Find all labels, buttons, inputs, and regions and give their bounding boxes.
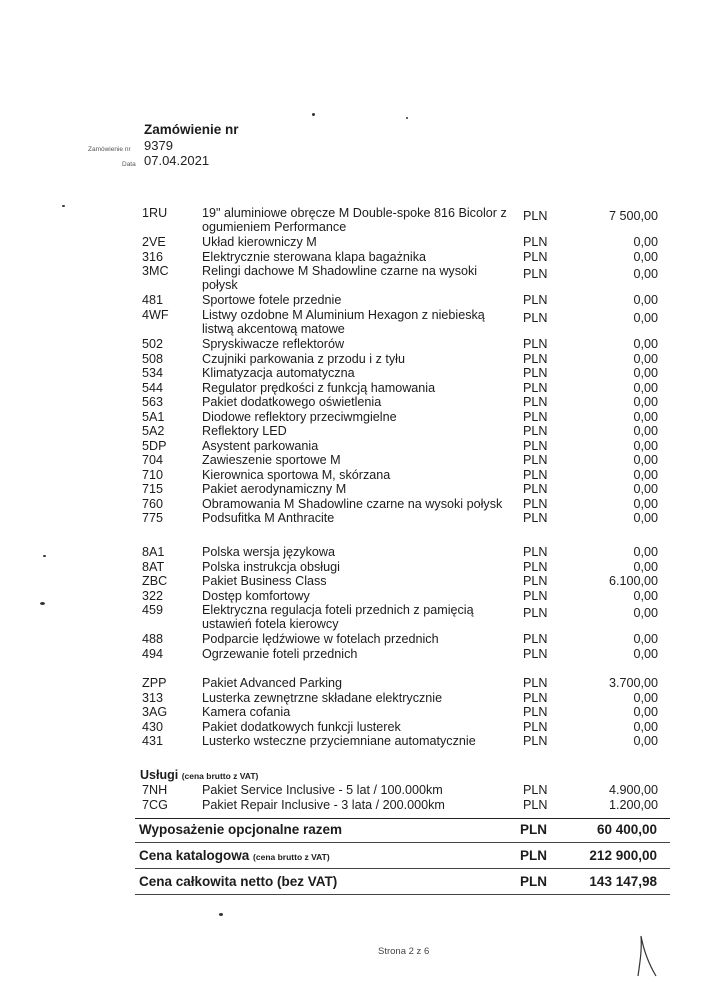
order-date: 07.04.2021 (144, 153, 210, 168)
scan-speck (40, 602, 45, 605)
item-amount: 0,00 (633, 606, 658, 620)
services-note: (cena brutto z VAT) (181, 771, 259, 781)
item-currency: PLN (523, 497, 548, 511)
item-amount: 0,00 (633, 410, 658, 424)
item-amount: 0,00 (633, 691, 658, 705)
total-options-amount: 60 400,00 (596, 822, 657, 837)
item-code: 8AT (142, 560, 165, 574)
item-desc: Polska instrukcja obsługi (202, 560, 340, 574)
item-desc: Podparcie lędźwiowe w fotelach przednich (202, 632, 439, 646)
item-code: 760 (142, 497, 164, 511)
item-currency: PLN (523, 560, 548, 574)
item-code: 459 (142, 603, 164, 617)
item-currency: PLN (523, 606, 548, 620)
item-amount: 0,00 (633, 250, 658, 264)
service-desc: Pakiet Service Inclusive - 5 lat / 100.000km (202, 783, 443, 797)
item-amount: 0,00 (633, 632, 658, 646)
item-currency: PLN (523, 676, 548, 690)
item-code: 430 (142, 720, 164, 734)
item-desc: Dostęp komfortowy (202, 589, 310, 603)
item-amount: 0,00 (633, 734, 658, 748)
item-currency: PLN (523, 589, 548, 603)
item-amount: 0,00 (633, 705, 658, 719)
item-amount: 0,00 (633, 560, 658, 574)
item-code: 710 (142, 468, 164, 482)
service-currency: PLN (523, 783, 548, 797)
item-desc: Elektryczna regulacja foteli przednich z pamięcią ustawień fotela kierowcy (202, 603, 474, 632)
catalog-price-currency: PLN (520, 848, 547, 863)
item-code: 481 (142, 293, 164, 307)
item-amount: 0,00 (633, 720, 658, 734)
item-code: 8A1 (142, 545, 165, 559)
item-amount: 0,00 (633, 424, 658, 438)
page-number: Strona 2 z 6 (378, 946, 430, 957)
total-options-label: Wyposażenie opcjonalne razem (139, 822, 343, 837)
item-currency: PLN (523, 545, 548, 559)
item-code: 5DP (142, 439, 167, 453)
item-currency: PLN (523, 381, 548, 395)
item-currency: PLN (523, 424, 548, 438)
item-desc: Elektrycznie sterowana klapa bagażnika (202, 250, 427, 264)
item-code: 313 (142, 691, 164, 705)
item-amount: 0,00 (633, 647, 658, 661)
item-code: 715 (142, 482, 164, 496)
item-currency: PLN (523, 453, 548, 467)
item-currency: PLN (523, 209, 548, 223)
service-currency: PLN (523, 798, 548, 812)
item-code: 704 (142, 453, 164, 467)
item-desc: Sportowe fotele przednie (202, 293, 342, 307)
service-amount: 1.200,00 (608, 798, 658, 812)
item-currency: PLN (523, 705, 548, 719)
item-code: 508 (142, 352, 164, 366)
item-currency: PLN (523, 366, 548, 380)
order-number-label: Zamówienie nr (88, 146, 131, 153)
item-currency: PLN (523, 574, 548, 588)
item-currency: PLN (523, 395, 548, 409)
item-desc: Pakiet Business Class (202, 574, 327, 588)
item-code: ZBC (142, 574, 168, 588)
item-code: 544 (142, 381, 164, 395)
item-code: 3AG (142, 705, 168, 719)
item-code: 534 (142, 366, 164, 380)
item-currency: PLN (523, 267, 548, 281)
item-desc: Klimatyzacja automatyczna (202, 366, 355, 380)
item-code: 431 (142, 734, 164, 748)
item-amount: 0,00 (633, 293, 658, 307)
item-currency: PLN (523, 293, 548, 307)
scan-speck (43, 555, 46, 557)
item-desc: Ogrzewanie foteli przednich (202, 647, 358, 661)
item-currency: PLN (523, 734, 548, 748)
item-code: 5A2 (142, 424, 165, 438)
item-currency: PLN (523, 352, 548, 366)
item-amount: 0,00 (633, 453, 658, 467)
net-price-amount: 143 147,98 (589, 874, 657, 889)
order-number: 9379 (144, 138, 173, 153)
item-desc: Czujniki parkowania z przodu i z tyłu (202, 352, 405, 366)
item-desc: 19" aluminiowe obręcze M Double-spoke 816 Bicolor z ogumieniem Performance (202, 206, 507, 235)
item-amount: 0,00 (633, 381, 658, 395)
item-amount: 0,00 (633, 267, 658, 281)
item-code: ZPP (142, 676, 167, 690)
net-price-label: Cena całkowita netto (bez VAT) (139, 874, 338, 889)
item-currency: PLN (523, 410, 548, 424)
item-currency: PLN (523, 482, 548, 496)
item-currency: PLN (523, 439, 548, 453)
item-currency: PLN (523, 691, 548, 705)
item-code: 3MC (142, 264, 169, 278)
scan-speck (406, 117, 408, 119)
item-currency: PLN (523, 235, 548, 249)
item-desc: Pakiet aerodynamiczny M (202, 482, 347, 496)
item-currency: PLN (523, 511, 548, 525)
net-price-currency: PLN (520, 874, 547, 889)
item-amount: 0,00 (633, 497, 658, 511)
item-currency: PLN (523, 468, 548, 482)
catalog-price-label: Cena katalogowa (139, 848, 250, 863)
item-amount: 0,00 (633, 511, 658, 525)
scan-speck (62, 205, 65, 207)
date-label: Data (122, 161, 136, 168)
item-desc: Pakiet dodatkowych funkcji lusterek (202, 720, 401, 734)
item-desc: Pakiet dodatkowego oświetlenia (202, 395, 382, 409)
item-code: 502 (142, 337, 164, 351)
item-desc: Podsufitka M Anthracite (202, 511, 335, 525)
item-amount: 0,00 (633, 311, 658, 325)
item-desc: Obramowania M Shadowline czarne na wysoki połysk (202, 497, 503, 511)
item-amount: 0,00 (633, 468, 658, 482)
item-code: 488 (142, 632, 164, 646)
divider-rule (135, 894, 670, 895)
service-desc: Pakiet Repair Inclusive - 3 lata / 200.000km (202, 798, 445, 812)
item-currency: PLN (523, 250, 548, 264)
catalog-price-label-group (139, 848, 330, 863)
item-desc: Relingi dachowe M Shadowline czarne na wysoki połysk (202, 264, 478, 293)
item-desc: Kierownica sportowa M, skórzana (202, 468, 391, 482)
item-amount: 0,00 (633, 545, 658, 559)
item-currency: PLN (523, 647, 548, 661)
item-currency: PLN (523, 337, 548, 351)
services-title: Usługi (140, 768, 179, 782)
scan-speck (312, 113, 315, 116)
item-amount: 0,00 (633, 337, 658, 351)
item-amount: 0,00 (633, 235, 658, 249)
item-desc: Spryskiwacze reflektorów (202, 337, 345, 351)
item-amount: 7 500,00 (608, 209, 658, 223)
item-currency: PLN (523, 632, 548, 646)
item-code: 494 (142, 647, 164, 661)
item-desc: Asystent parkowania (202, 439, 319, 453)
item-desc: Regulator prędkości z funkcją hamowania (202, 381, 436, 395)
item-currency: PLN (523, 311, 548, 325)
service-code: 7CG (142, 798, 168, 812)
scan-speck (219, 913, 223, 916)
item-code: 775 (142, 511, 164, 525)
item-amount: 0,00 (633, 366, 658, 380)
order-title: Zamówienie nr (144, 122, 239, 137)
service-code: 7NH (142, 783, 168, 797)
item-desc: Diodowe reflektory przeciwmgielne (202, 410, 397, 424)
item-code: 563 (142, 395, 164, 409)
signature-mark (628, 932, 662, 980)
item-code: 316 (142, 250, 164, 264)
catalog-price-note: (cena brutto z VAT) (253, 852, 330, 862)
divider-rule (135, 868, 670, 869)
item-currency: PLN (523, 720, 548, 734)
divider-rule (135, 818, 670, 819)
service-amount: 4.900,00 (608, 783, 658, 797)
item-amount: 6.100,00 (608, 574, 658, 588)
item-desc: Lusterko wsteczne przyciemniane automatycznie (202, 734, 476, 748)
item-amount: 3.700,00 (608, 676, 658, 690)
item-amount: 0,00 (633, 482, 658, 496)
divider-rule (135, 842, 670, 843)
total-options-currency: PLN (520, 822, 547, 837)
item-amount: 0,00 (633, 352, 658, 366)
item-amount: 0,00 (633, 395, 658, 409)
item-desc: Lusterka zewnętrzne składane elektrycznie (202, 691, 443, 705)
item-code: 1RU (142, 206, 168, 220)
catalog-price-amount: 212 900,00 (589, 848, 657, 863)
item-desc: Listwy ozdobne M Aluminium Hexagon z niebieską listwą akcentową matowe (202, 308, 485, 337)
item-code: 4WF (142, 308, 169, 322)
item-amount: 0,00 (633, 589, 658, 603)
item-desc: Reflektory LED (202, 424, 287, 438)
item-amount: 0,00 (633, 439, 658, 453)
services-heading (140, 768, 258, 782)
item-code: 5A1 (142, 410, 165, 424)
item-code: 322 (142, 589, 164, 603)
item-desc: Układ kierowniczy M (202, 235, 317, 249)
item-desc: Kamera cofania (202, 705, 291, 719)
item-code: 2VE (142, 235, 166, 249)
item-desc: Zawieszenie sportowe M (202, 453, 341, 467)
item-desc: Pakiet Advanced Parking (202, 676, 343, 690)
item-desc: Polska wersja językowa (202, 545, 335, 559)
